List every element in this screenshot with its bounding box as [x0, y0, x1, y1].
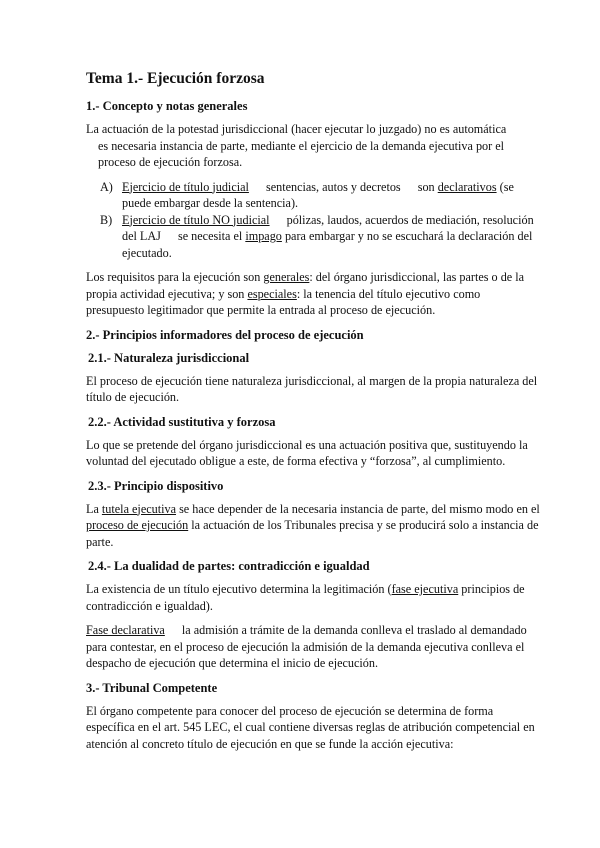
p2-text-2: : del órgano jurisdiccional, las partes o de la propia actividad ejecutiva; y son [86, 270, 525, 301]
declarativos-term: declarativos [437, 179, 497, 194]
list-item-b [100, 212, 540, 262]
p24b-text: la admisión a trámite de la demanda conlleva el traslado al demandado para contestar, en el proceso de ejecución la admisión de la demanda ejecutiva conlleva el despacho de ejecución que determina el inicio de ejecución. [86, 623, 527, 670]
list-item-a-text-2: son [417, 179, 435, 194]
list-item-a-text-3: (se puede embargar desde la sentencia). [122, 179, 514, 210]
list-marker-a: A) [100, 179, 113, 194]
section-3-heading: 3.- Tribunal Competente [86, 680, 218, 695]
list-item-a-body [122, 179, 540, 212]
p23-text-2: se hace depender de la necesaria instancia de parte, del mismo modo en el [179, 501, 540, 516]
section-2-4-paragraph-1 [86, 581, 540, 614]
non-judicial-title-term: Ejercicio de título NO judicial [122, 212, 270, 227]
p2-text-1: Los requisitos para la ejecución son [86, 270, 261, 284]
list-item-b-text-2: se necesita el [177, 229, 243, 243]
document-title: Tema 1.- Ejecución forzosa [86, 70, 265, 87]
proceso-ejecucion-term: proceso de ejecución [86, 518, 189, 532]
section-2-3-paragraph [86, 501, 540, 551]
p1-line-1: La actuación de la potestad jurisdiccional (hacer ejecutar lo juzgado) no es automática [86, 122, 507, 136]
section-2-2-paragraph: Lo que se pretende del órgano jurisdiccional es una actuación positiva que, sustituyendo la voluntad del ejecutado obligue a este, de forma efectiva y “forzosa”, al cumplimiento. [86, 437, 528, 468]
fase-ejecutiva-term: fase ejecutiva [391, 582, 459, 596]
section-2-heading: 2.- Principios informadores del proceso de ejecución [86, 327, 364, 342]
section-3-paragraph: El órgano competente para conocer del proceso de ejecución se determina de forma específica en el art. 545 LEC, el cual contiene diversas reglas de atribución competencial en atención al concreto título de ejecución en que se funde la acción ejecutiva: [86, 703, 535, 751]
section-2-1-heading: 2.1.- Naturaleza jurisdiccional [88, 350, 250, 365]
p24a-text-2: principios de contradicción e igualdad). [86, 582, 525, 613]
especiales-term: especiales [247, 286, 297, 301]
section-2-4-heading: 2.4.- La dualidad de partes: contradicción e igualdad [88, 559, 370, 573]
judicial-title-term: Ejercicio de título judicial [122, 179, 249, 194]
list-item-a-text-1: sentencias, autos y decretos [265, 179, 401, 194]
p23-text-3: la actuación de los Tribunales precisa y se producirá solo a instancia de parte. [86, 518, 539, 549]
section-1-paragraph-1 [86, 121, 540, 171]
list-item-a [100, 179, 540, 212]
p2-text-3: : la tenencia del título ejecutivo como presupuesto legitimador que permite la entrada al proceso de ejecución. [86, 286, 481, 317]
p1-rest: es necesaria instancia de parte, mediante el ejercicio de la demanda ejecutiva por el proceso de ejecución forzosa. [98, 138, 505, 169]
section-2-2-heading: 2.2.- Actividad sustitutiva y forzosa [88, 414, 276, 429]
title-type-list [86, 179, 540, 262]
section-1-heading: 1.- Concepto y notas generales [86, 99, 248, 113]
section-2-4-paragraph-2 [86, 622, 540, 672]
list-marker-b: B) [100, 212, 113, 227]
fase-declarativa-term: Fase declarativa [86, 623, 165, 637]
section-2-1-paragraph: El proceso de ejecución tiene naturaleza jurisdiccional, al margen de la propia naturaleza del título de ejecución. [86, 373, 538, 404]
list-item-b-text-1: pólizas, laudos, acuerdos de mediación, resolución del LAJ [122, 212, 534, 243]
section-1-paragraph-2 [86, 269, 540, 319]
p24a-text-1: La existencia de un título ejecutivo determina la legitimación ( [86, 582, 392, 596]
tutela-ejecutiva-term: tutela ejecutiva [101, 501, 177, 516]
list-item-b-text-3: para embargar y no se escuchará la declaración del ejecutado. [122, 229, 533, 260]
list-item-b-body [122, 212, 540, 262]
section-2-3-heading: 2.3.- Principio dispositivo [88, 478, 224, 493]
p23-text-1: La [86, 501, 99, 516]
generales-term: generales [263, 270, 310, 284]
impago-term: impago [245, 229, 282, 243]
